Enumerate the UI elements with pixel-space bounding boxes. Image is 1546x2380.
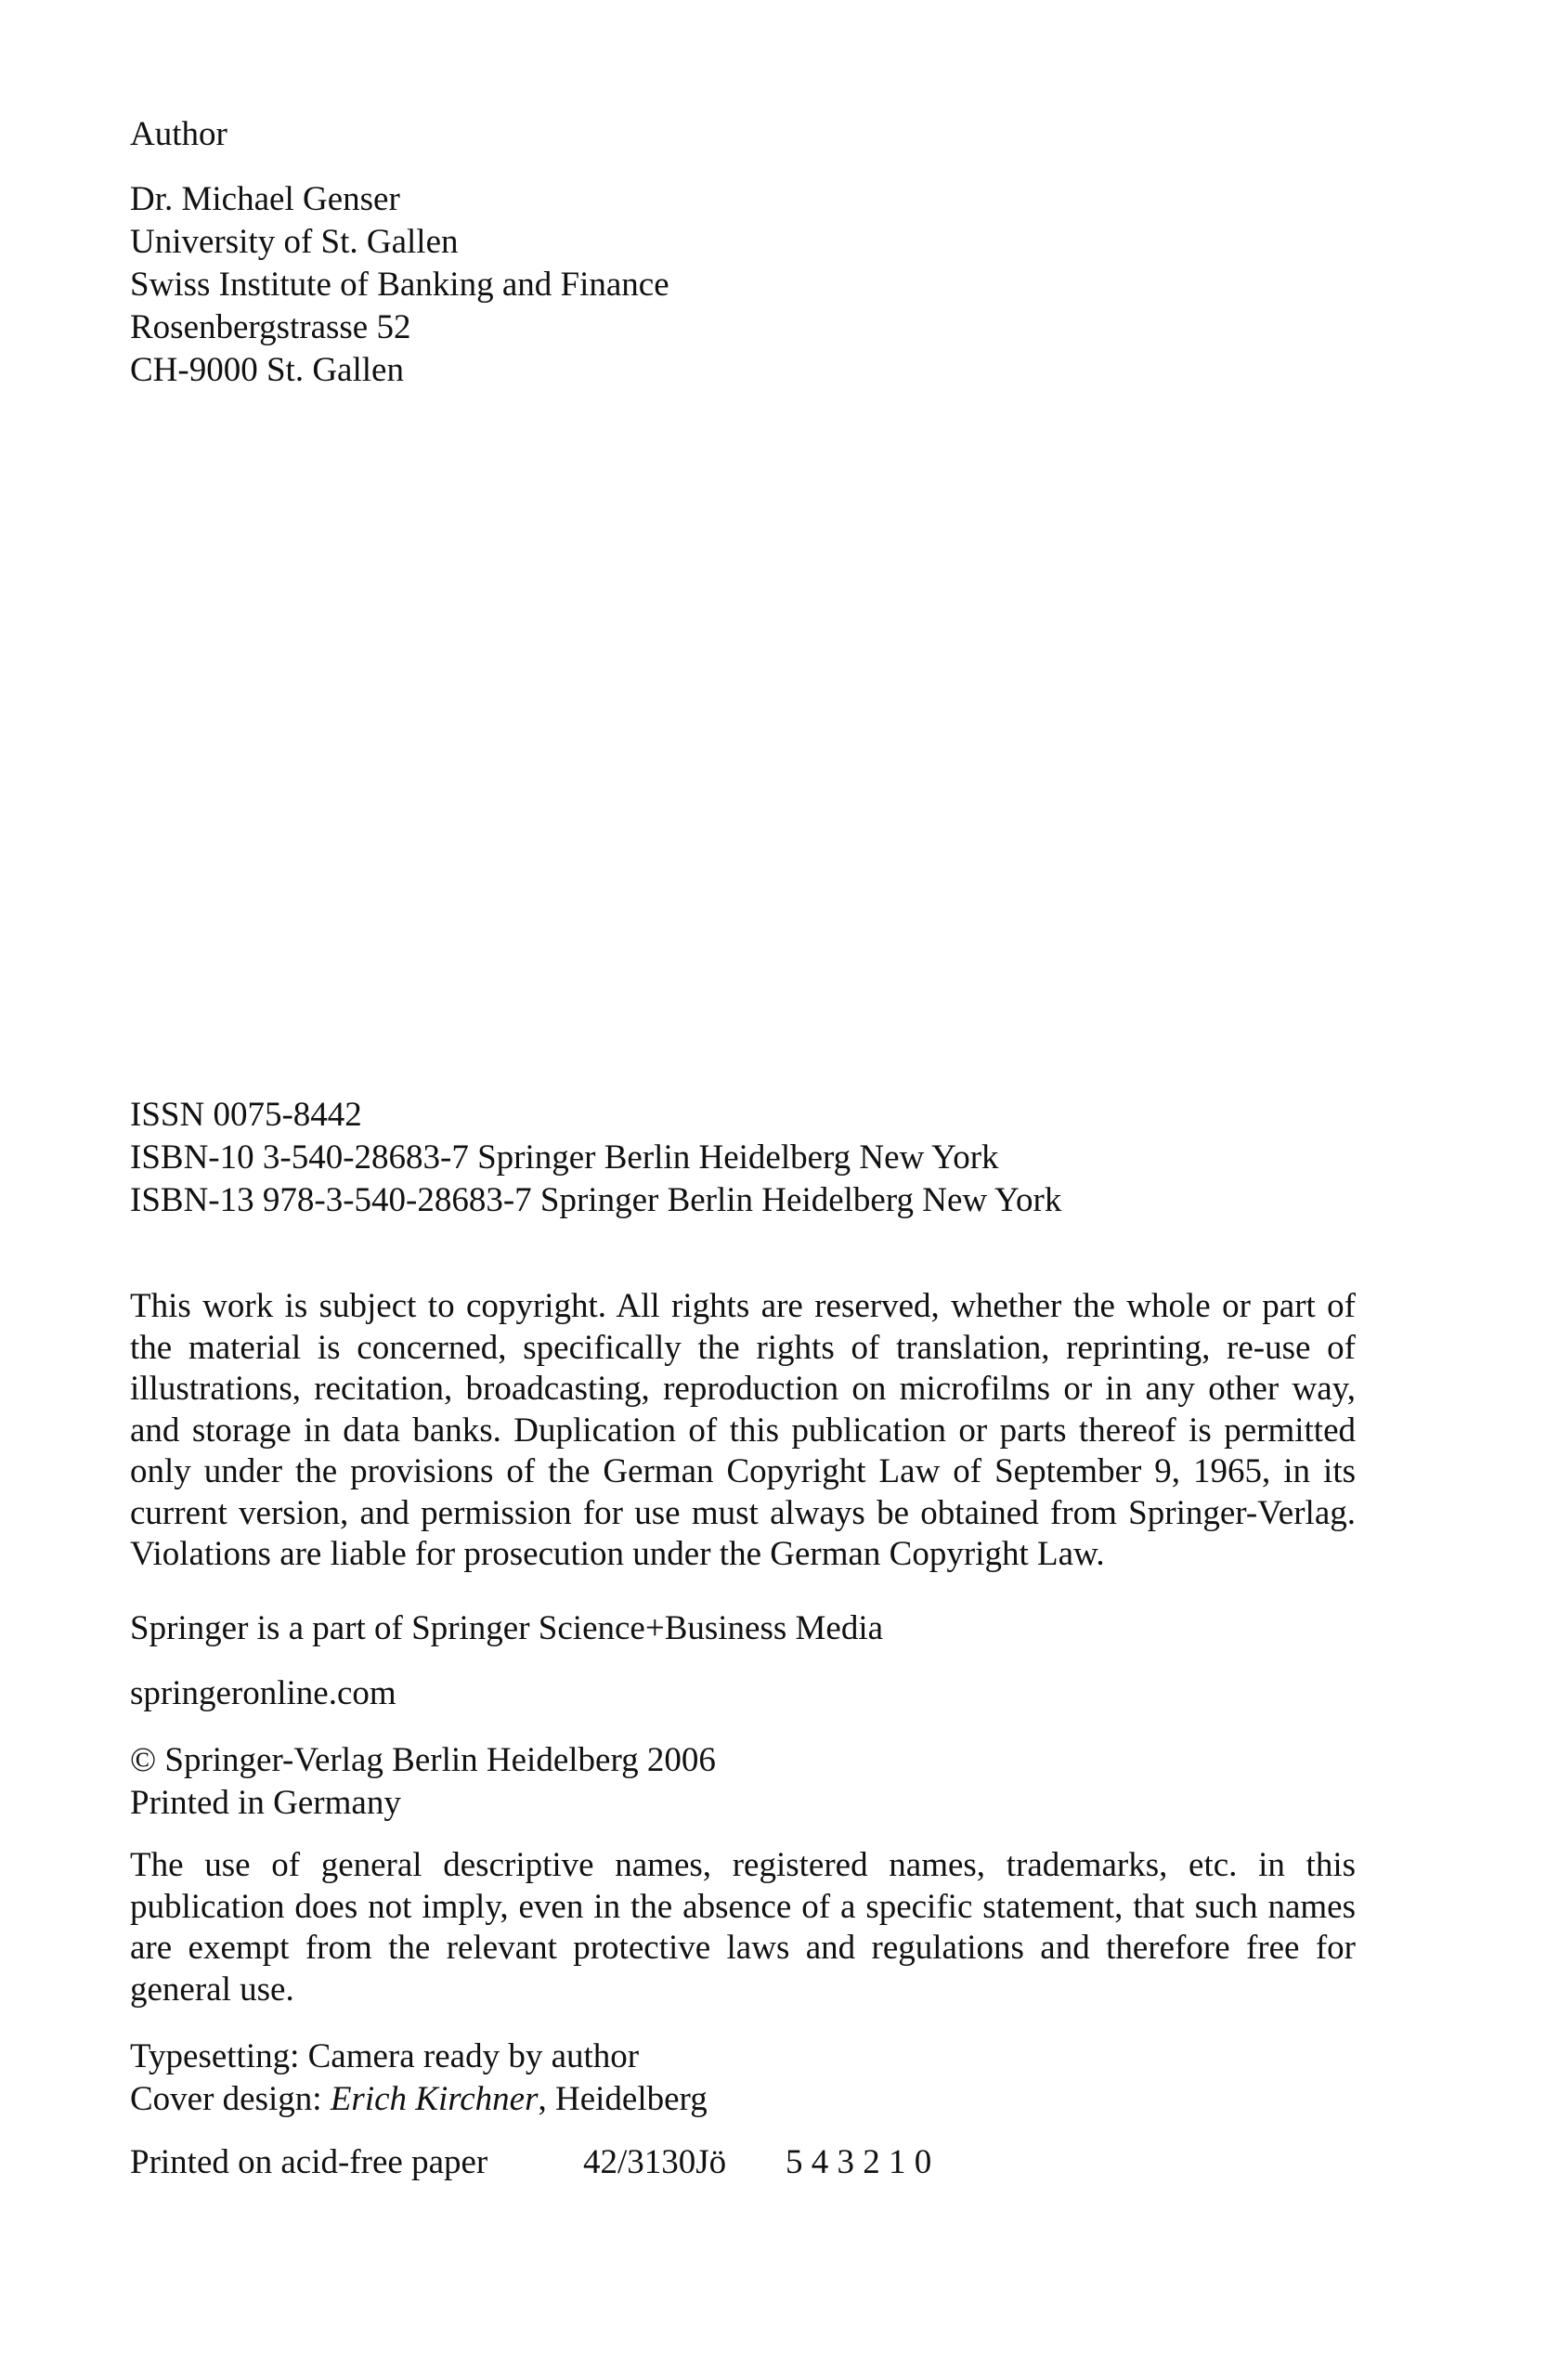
author-label: Author <box>130 115 227 153</box>
printed-in: Printed in Germany <box>130 1784 401 1822</box>
publisher-note: Springer is a part of Springer Science+Business Media <box>130 1609 884 1647</box>
author-institute: Swiss Institute of Banking and Finance <box>130 266 669 304</box>
identifiers <box>130 1094 1356 1222</box>
publisher-note-block <box>130 1607 1356 1650</box>
author-university: University of St. Gallen <box>130 223 459 261</box>
author-city: CH-9000 St. Gallen <box>130 351 404 389</box>
cover-design-prefix: Cover design: <box>130 2080 331 2118</box>
website: springeronline.com <box>130 1674 396 1712</box>
typesetting-credit: Typesetting: Camera ready by author <box>130 2037 640 2075</box>
print-run: 5 4 3 2 1 0 <box>786 2143 932 2181</box>
author-section <box>130 113 1356 156</box>
isbn-13: ISBN-13 978-3-540-28683-7 Springer Berlin Heidelberg New York <box>130 1181 1062 1219</box>
copyright-line: © Springer-Verlag Berlin Heidelberg 2006 <box>130 1741 716 1779</box>
copyright-notice-block <box>130 1286 1356 1576</box>
trademark-notice-block <box>130 1845 1356 2010</box>
author-street: Rosenbergstrasse 52 <box>130 308 411 346</box>
author-address <box>130 178 1356 392</box>
paper-note: Printed on acid-free paper <box>130 2143 488 2181</box>
cover-design-suffix: , Heidelberg <box>538 2080 708 2118</box>
credits-block <box>130 2035 1356 2121</box>
website-block <box>130 1672 1356 1715</box>
author-name: Dr. Michael Genser <box>130 180 400 218</box>
cover-designer-name: Erich Kirchner <box>330 2080 539 2118</box>
printer-code: 42/3130Jö <box>583 2143 727 2181</box>
trademark-notice: The use of general descriptive names, registered names, trademarks, etc. in this publication does not imply, even in the absence of a specific statement, that such names are exempt from the relevant protective laws and regulations and therefore free for general use. <box>130 1846 1356 2009</box>
copyright-block <box>130 1739 1356 1825</box>
isbn-10: ISBN-10 3-540-28683-7 Springer Berlin Heidelberg New York <box>130 1138 999 1177</box>
copyright-notice: This work is subject to copyright. All rights are reserved, whether the whole or part of the material is concerned, specifically the rights of translation, reprinting, re-use of illustrations, recitation, broadcasting, reproduction on microfilms or in any other way, and storage in data banks. Duplication of this publication or parts thereof is permitted only under the provisions of the German Copyright Law of September 9, 1965, in its current version, and permission for use must always be obtained from Springer-Verlag. Violations are liable for prosecution under the German Copyright Law. <box>130 1287 1356 1573</box>
issn: ISSN 0075-8442 <box>130 1096 362 1134</box>
cover-design-credit <box>130 2078 1356 2121</box>
